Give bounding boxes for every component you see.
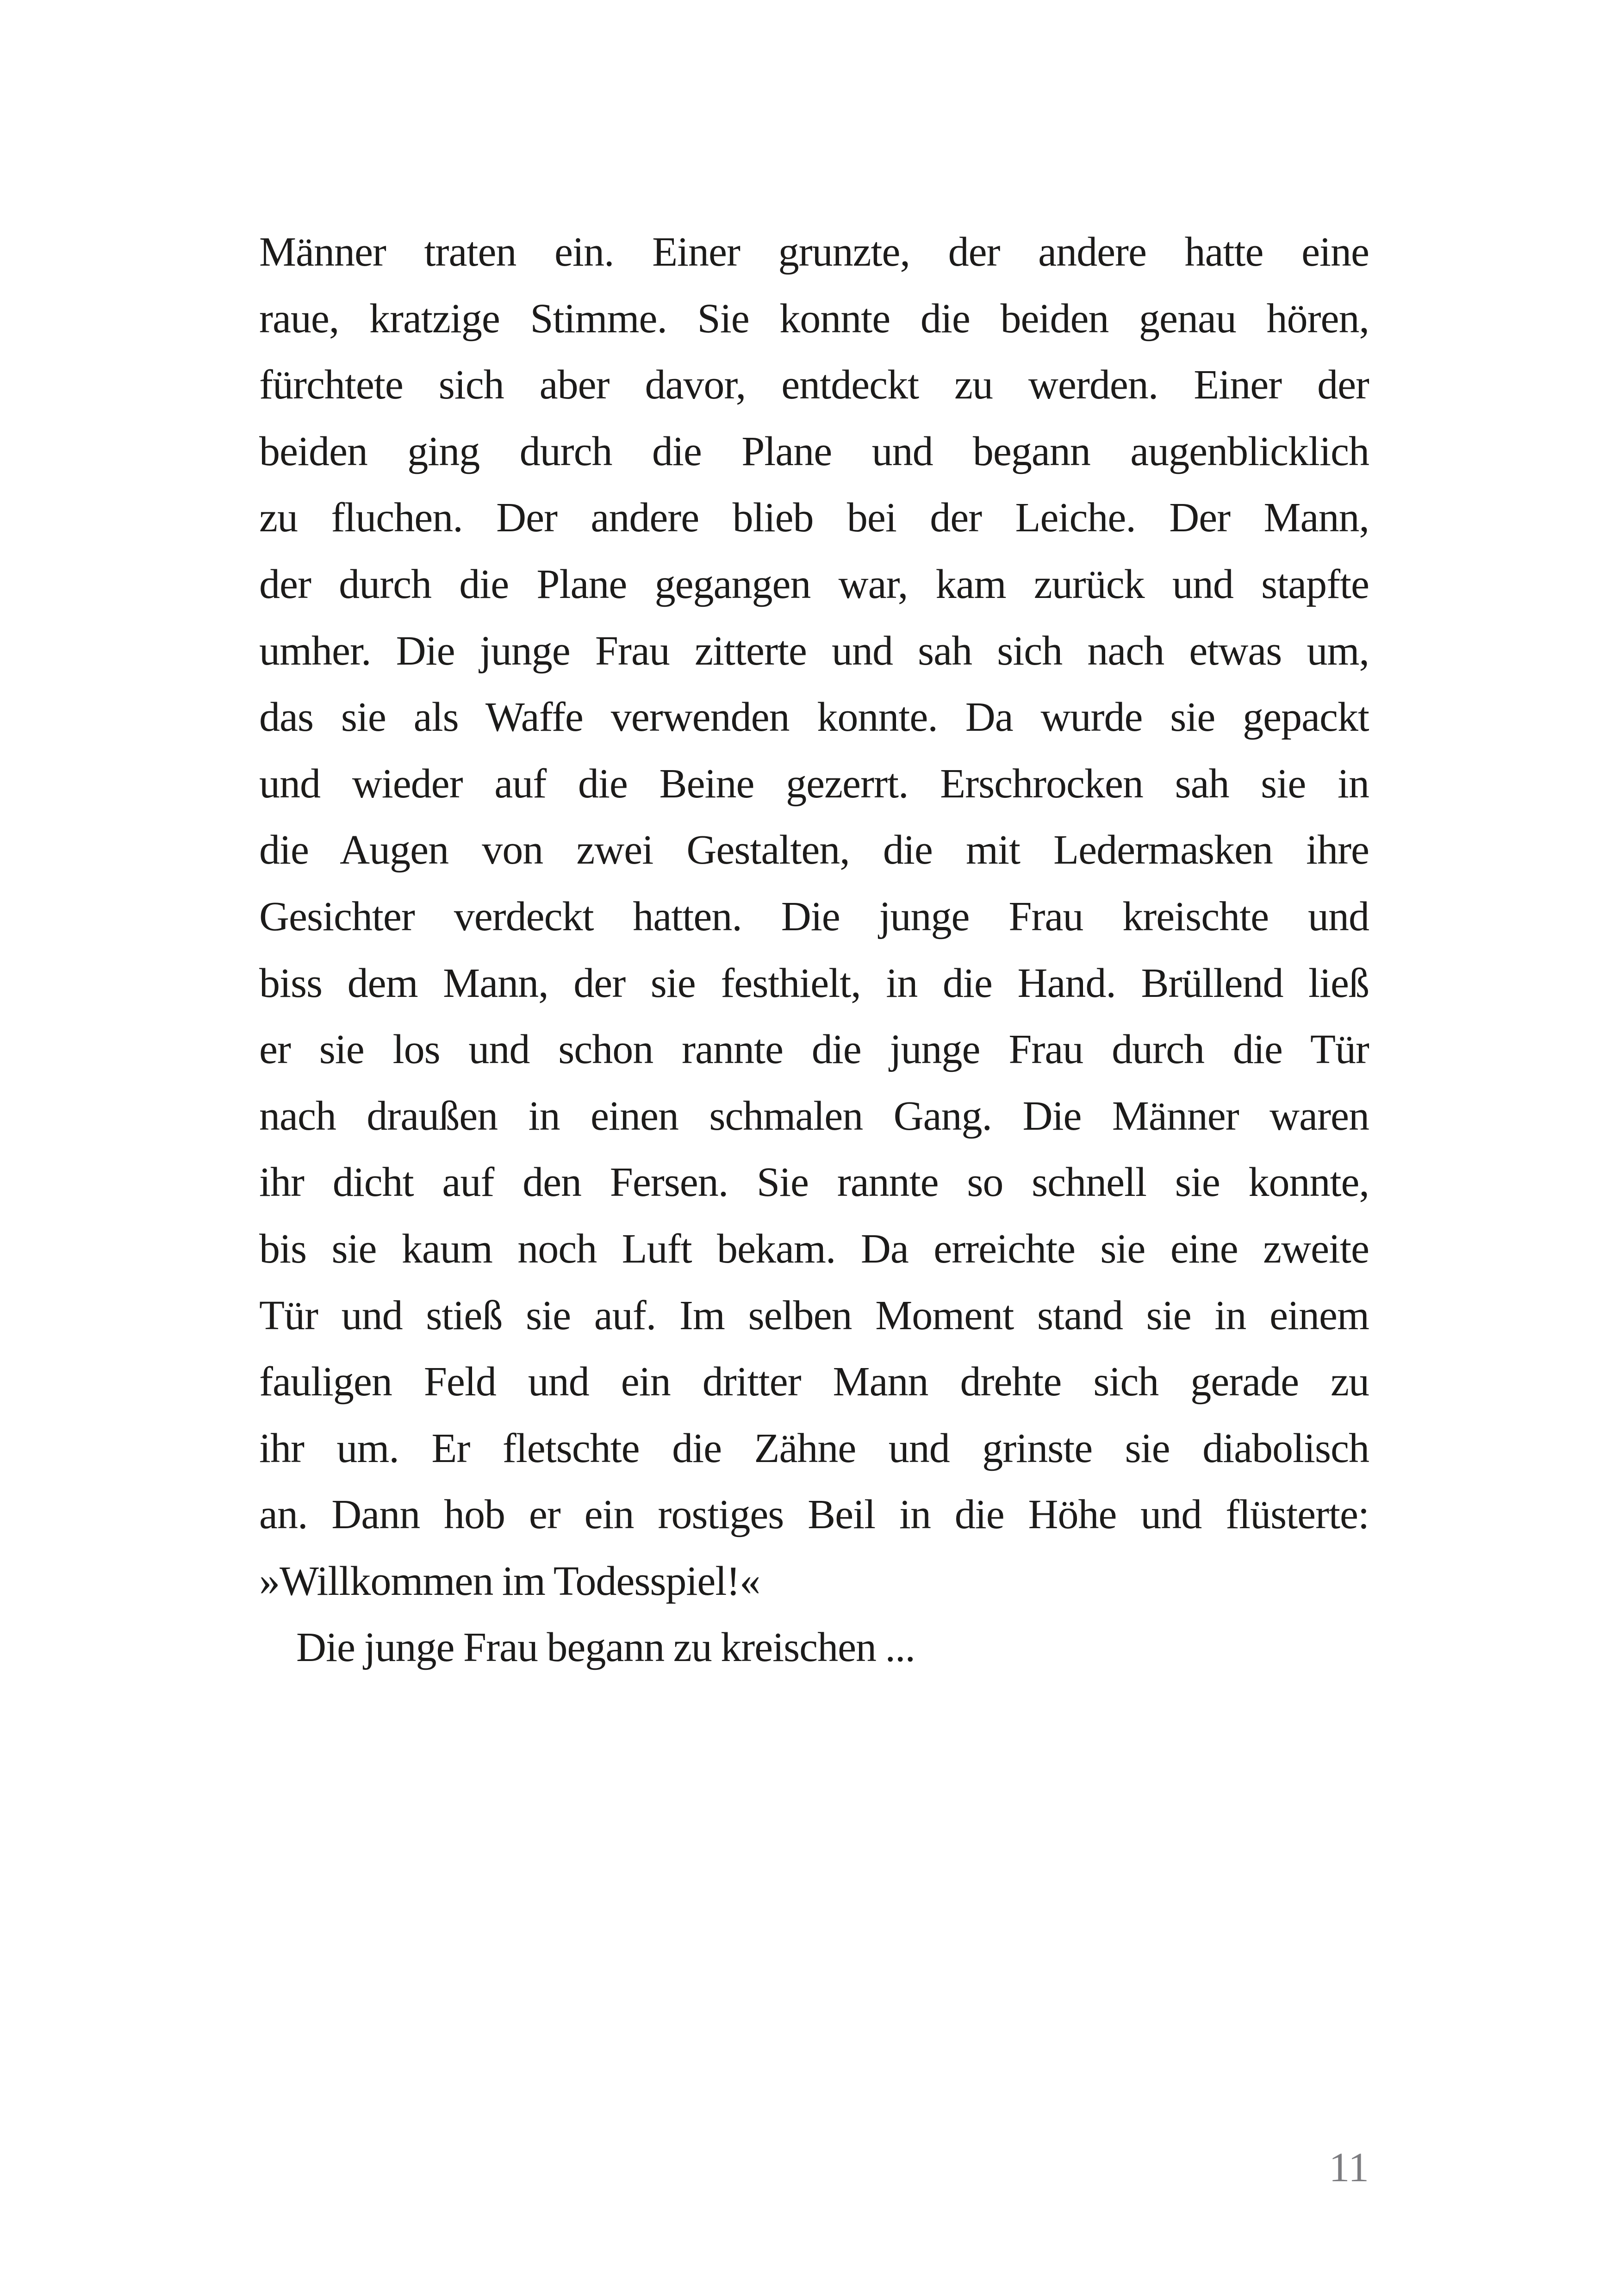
text-line: nach draußen in einen schmalen Gang. Die Männer waren xyxy=(259,1093,1369,1139)
text-line: biss dem Mann, der sie festhielt, in die Hand. Brüllend ließ xyxy=(259,960,1369,1006)
text-block xyxy=(259,219,1369,1681)
text-line: an. Dann hob er ein rostiges Beil in die Höhe und flüsterte: xyxy=(259,1492,1369,1538)
text-line: umher. Die junge Frau zitterte und sah sich nach etwas um, xyxy=(259,628,1369,674)
text-line: das sie als Waffe verwenden konnte. Da wurde sie gepackt xyxy=(259,694,1369,740)
text-line: die Augen von zwei Gestalten, die mit Ledermasken ihre xyxy=(259,827,1369,873)
text-line: Tür und stieß sie auf. Im selben Moment stand sie in einem xyxy=(259,1292,1369,1338)
text-line: fauligen Feld und ein dritter Mann drehte sich gerade zu xyxy=(259,1359,1369,1405)
text-line: und wieder auf die Beine gezerrt. Erschrocken sah sie in xyxy=(259,760,1369,807)
text-line-paragraph-end: »Willkommen im Todesspiel!« xyxy=(259,1558,760,1604)
text-line: fürchtete sich aber davor, entdeckt zu werden. Einer der xyxy=(259,362,1369,408)
text-line: bis sie kaum noch Luft bekam. Da erreichte sie eine zweite xyxy=(259,1226,1369,1272)
text-line: Männer traten ein. Einer grunzte, der andere hatte eine xyxy=(259,229,1369,275)
text-line-new-paragraph: Die junge Frau begann zu kreischen ... xyxy=(296,1624,915,1671)
text-line: der durch die Plane gegangen war, kam zurück und stapfte xyxy=(259,561,1369,607)
text-line: ihr dicht auf den Fersen. Sie rannte so schnell sie konnte, xyxy=(259,1159,1369,1206)
text-line: Gesichter verdeckt hatten. Die junge Frau kreischte und xyxy=(259,893,1369,940)
page-number: 11 xyxy=(1329,2145,1369,2190)
text-line: zu fluchen. Der andere blieb bei der Leiche. Der Mann, xyxy=(259,495,1369,541)
text-line: raue, kratzige Stimme. Sie konnte die beiden genau hören, xyxy=(259,295,1369,342)
text-line: er sie los und schon rannte die junge Frau durch die Tür xyxy=(259,1027,1369,1073)
text-line: ihr um. Er fletschte die Zähne und grinste sie diabolisch xyxy=(259,1425,1369,1471)
text-line: beiden ging durch die Plane und begann augenblicklich xyxy=(259,428,1369,474)
